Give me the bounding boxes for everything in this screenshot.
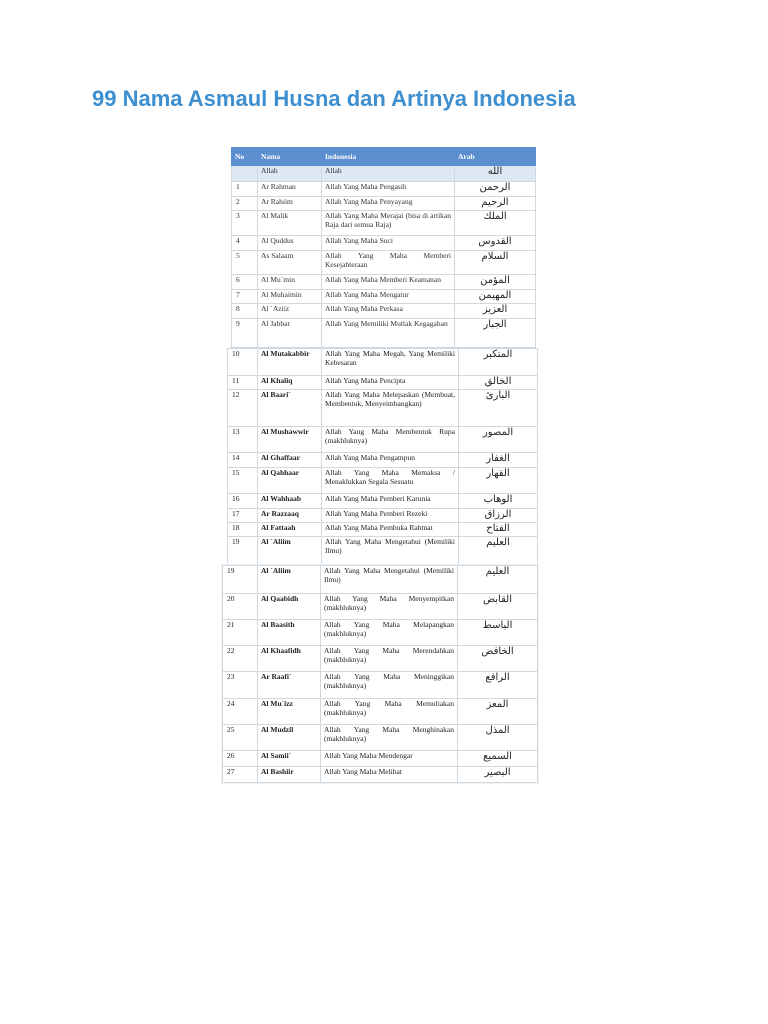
row-arabic: البصير [458, 766, 538, 782]
table-row [223, 566, 538, 594]
row-name: Ar Raafi` [258, 672, 321, 698]
row-name: Ar Rahiim [258, 196, 322, 211]
row-meaning: Allah Yang Maha Melapangkan (makhluknya) [321, 620, 458, 646]
row-number: 17 [228, 508, 258, 522]
row-arabic: القدوس [455, 236, 536, 251]
row-number: 5 [232, 250, 258, 275]
row-meaning: Allah Yang Maha Merendahkan (makhluknya) [321, 646, 458, 672]
row-arabic: المعز [458, 698, 538, 724]
asmaul-husna-table-2 [227, 348, 538, 565]
row-meaning: Allah Yang Maha Menyempitkan (makhluknya) [321, 594, 458, 620]
row-arabic: الوهاب [459, 494, 538, 508]
row-number: 4 [232, 236, 258, 251]
row-name: Al Baasith [258, 620, 321, 646]
table-row [228, 494, 538, 508]
table-row [228, 537, 538, 565]
row-meaning: Allah Yang Maha Menghinakan (makhluknya) [321, 724, 458, 750]
row-meaning: Allah Yang Maha Melihat [321, 766, 458, 782]
table-row [223, 620, 538, 646]
row-meaning: Allah Yang Maha Suci [322, 236, 455, 251]
row-meaning: Allah Yang Maha Pemberi Karunia [322, 494, 459, 508]
row-meaning: Allah Yang Maha Melepaskan (Membuat, Membentuk, Menyeimbangkan) [322, 389, 459, 426]
row-name: Al `Aliim [258, 537, 322, 565]
row-name: Ar Rahman [258, 182, 322, 197]
table-row [232, 196, 536, 211]
table-row [232, 318, 536, 347]
row-arabic: العليم [459, 537, 538, 565]
row-meaning: Allah Yang Maha Mendengar [321, 750, 458, 766]
row-meaning: Allah Yang Memiliki Mutlak Kegagahan [322, 318, 455, 347]
asmaul-husna-table-1 [231, 147, 536, 348]
table-row [232, 182, 536, 197]
row-meaning: Allah Yang Maha Mengatur [322, 289, 455, 304]
row-name: Al Wahhaab [258, 494, 322, 508]
row-name: Al Ghaffaar [258, 453, 322, 467]
row-arabic: السميع [458, 750, 538, 766]
row-name: Al Mushawwir [258, 426, 322, 453]
row-meaning: Allah Yang Maha Pencipta [322, 375, 459, 389]
row-meaning: Allah Yang Maha Perkasa [322, 304, 455, 319]
row-number: 19 [228, 537, 258, 565]
row-name: Al Mu`min [258, 275, 322, 290]
row-number: 19 [223, 566, 258, 594]
table-row [232, 165, 536, 182]
row-arabic: الرزاق [459, 508, 538, 522]
row-arabic: الملك [455, 211, 536, 236]
row-name: Al `Aziiz [258, 304, 322, 319]
row-meaning: Allah Yang Maha Pengasih [322, 182, 455, 197]
row-number: 18 [228, 522, 258, 536]
header-arab: Arab [455, 148, 536, 166]
table-row [228, 426, 538, 453]
table-row [232, 275, 536, 290]
row-arabic: الغفار [459, 453, 538, 467]
row-number: 13 [228, 426, 258, 453]
table-row [228, 453, 538, 467]
row-arabic: المذل [458, 724, 538, 750]
table-row [228, 467, 538, 494]
row-number: 22 [223, 646, 258, 672]
table-image-part-1 [231, 147, 536, 348]
row-arabic: الفتاح [459, 522, 538, 536]
row-number: 12 [228, 389, 258, 426]
row-arabic: القهار [459, 467, 538, 494]
row-number: 27 [223, 766, 258, 782]
row-arabic: المهيمن [455, 289, 536, 304]
row-arabic: الله [455, 165, 536, 182]
row-name: Al Jabbar [258, 318, 322, 347]
asmaul-husna-table-3 [222, 565, 538, 783]
row-number: 23 [223, 672, 258, 698]
row-arabic: المؤمن [455, 275, 536, 290]
row-number: 11 [228, 375, 258, 389]
row-meaning: Allah Yang Maha Mengetahui (Memiliki Ilmu) [322, 537, 459, 565]
table-row [232, 289, 536, 304]
row-name: Al Khaafidh [258, 646, 321, 672]
row-number: 7 [232, 289, 258, 304]
row-arabic: الرافع [458, 672, 538, 698]
table-row [223, 750, 538, 766]
row-number: 21 [223, 620, 258, 646]
row-number: 8 [232, 304, 258, 319]
row-arabic: المتكبر [459, 349, 538, 376]
row-number: 16 [228, 494, 258, 508]
table-row [232, 250, 536, 275]
row-name: Al Fattaah [258, 522, 322, 536]
table-row [228, 389, 538, 426]
row-meaning: Allah Yang Maha Memberi Kesejahteraan [322, 250, 455, 275]
row-number: 2 [232, 196, 258, 211]
row-number: 6 [232, 275, 258, 290]
row-meaning: Allah Yang Maha Pemberi Rezeki [322, 508, 459, 522]
row-meaning: Allah Yang Maha Memberi Keamanan [322, 275, 455, 290]
row-number: 9 [232, 318, 258, 347]
row-name: Al Mudzil [258, 724, 321, 750]
row-name: Al Khaliq [258, 375, 322, 389]
row-number [232, 165, 258, 182]
row-arabic: العليم [458, 566, 538, 594]
row-arabic: الرحمن [455, 182, 536, 197]
header-no: No [232, 148, 258, 166]
table-row [228, 349, 538, 376]
row-meaning: Allah Yang Maha Pembuka Rahmat [322, 522, 459, 536]
row-name: Al Mu`izz [258, 698, 321, 724]
row-name: Ar Razzaaq [258, 508, 322, 522]
row-number: 10 [228, 349, 258, 376]
row-number: 25 [223, 724, 258, 750]
row-name: Al Qaabidh [258, 594, 321, 620]
row-arabic: الخافض [458, 646, 538, 672]
table-row [228, 522, 538, 536]
row-number: 1 [232, 182, 258, 197]
row-number: 24 [223, 698, 258, 724]
table-header-row [232, 148, 536, 166]
table-row [223, 766, 538, 782]
row-number: 14 [228, 453, 258, 467]
row-name: Al `Aliim [258, 566, 321, 594]
row-name: Al Baari` [258, 389, 322, 426]
row-name: Al Qahhaar [258, 467, 322, 494]
row-meaning: Allah Yang Maha Mengetahui (Memiliki Ilmu) [321, 566, 458, 594]
row-arabic: القابض [458, 594, 538, 620]
table-row [228, 508, 538, 522]
table-row [232, 304, 536, 319]
table-row [232, 236, 536, 251]
row-meaning: Allah [322, 165, 455, 182]
row-meaning: Allah Yang Maha Pengampun [322, 453, 459, 467]
row-meaning: Allah Yang Maha Penyayang [322, 196, 455, 211]
row-name: Al Samii` [258, 750, 321, 766]
row-name: Al Malik [258, 211, 322, 236]
table-row [228, 375, 538, 389]
table-row [223, 594, 538, 620]
table-row [223, 724, 538, 750]
row-name: Al Mutakabbir [258, 349, 322, 376]
row-meaning: Allah Yang Maha Megah, Yang Memiliki Kebesaran [322, 349, 459, 376]
table-row [223, 646, 538, 672]
row-name: Allah [258, 165, 322, 182]
row-arabic: الباسط [458, 620, 538, 646]
table-row [223, 698, 538, 724]
row-name: Al Muhaimin [258, 289, 322, 304]
row-meaning: Allah Yang Maha Merajai (bisa di artikan Raja dari semua Raja) [322, 211, 455, 236]
row-name: Al Quddus [258, 236, 322, 251]
table-row [232, 211, 536, 236]
table-image-part-2 [227, 348, 538, 565]
row-arabic: السلام [455, 250, 536, 275]
row-meaning: Allah Yang Maha Meninggikan (makhluknya) [321, 672, 458, 698]
row-number: 20 [223, 594, 258, 620]
header-nama: Nama [258, 148, 322, 166]
table-image-part-3 [222, 565, 538, 783]
row-arabic: المصور [459, 426, 538, 453]
row-meaning: Allah Yang Maha Memaksa / Menaklukkan Segala Sesuatu [322, 467, 459, 494]
row-arabic: الرحيم [455, 196, 536, 211]
header-indonesia: Indonesia [322, 148, 455, 166]
row-arabic: الخالق [459, 375, 538, 389]
row-arabic: البارئ [459, 389, 538, 426]
row-number: 26 [223, 750, 258, 766]
row-meaning: Allah Yang Maha Memuliakan (makhluknya) [321, 698, 458, 724]
row-number: 15 [228, 467, 258, 494]
row-arabic: الجبار [455, 318, 536, 347]
row-name: Al Bashiir [258, 766, 321, 782]
row-name: As Salaam [258, 250, 322, 275]
row-number: 3 [232, 211, 258, 236]
row-meaning: Allah Yang Maha Membentuk Rupa (makhluknya) [322, 426, 459, 453]
row-arabic: العزيز [455, 304, 536, 319]
page-title: 99 Nama Asmaul Husna dan Artinya Indonesia [92, 86, 576, 111]
table-row [223, 672, 538, 698]
